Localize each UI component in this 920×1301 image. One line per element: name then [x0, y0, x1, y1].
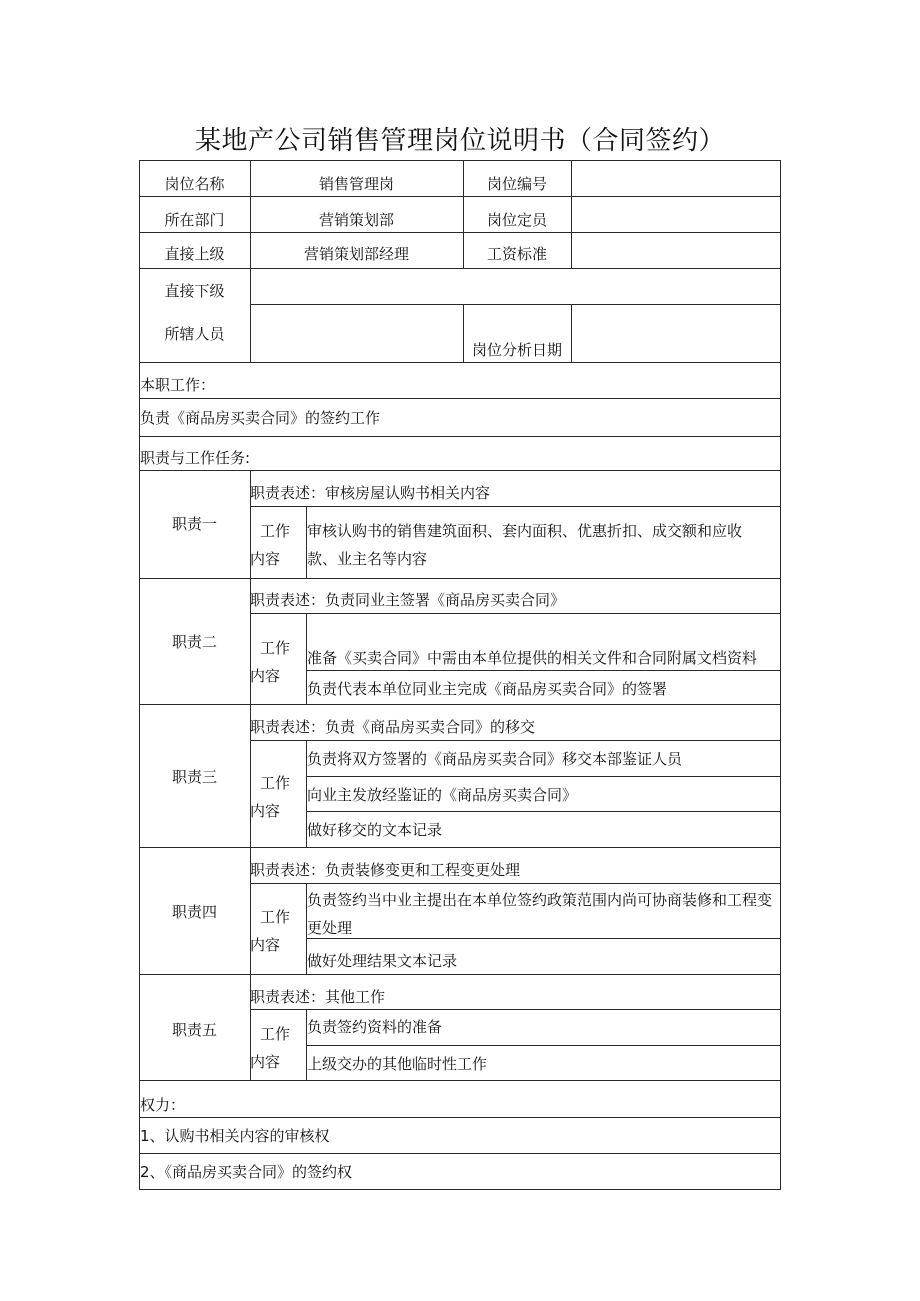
department-label: 所在部门: [164, 211, 225, 229]
authority-label: 权力：: [140, 1096, 186, 1114]
work-content-label-5b: 内容: [250, 1053, 281, 1071]
duty-3-name: 职责三: [171, 768, 217, 786]
position-name-label: 岗位名称: [164, 175, 225, 193]
work-content-label-2a: 工作: [260, 639, 291, 657]
rule: [306, 1045, 781, 1046]
duty-5-item-2: 上级交办的其他临时性工作: [307, 1055, 488, 1073]
duty-5-item-1: 负责签约资料的准备: [307, 1018, 443, 1036]
rule: [571, 160, 572, 268]
staff-label: 所辖人员: [164, 325, 225, 343]
rule: [139, 160, 781, 161]
job-description-table: [139, 160, 781, 1190]
rule: [139, 1153, 781, 1154]
duty-3-item-3: 做好移交的文本记录: [307, 821, 443, 839]
salary-label: 工资标准: [486, 245, 547, 263]
duty-3-item-1: 负责将双方签署的《商品房买卖合同》移交本部鉴证人员: [307, 750, 683, 768]
duty-3-item-2: 向业主发放经鉴证的《商品房买卖合同》: [307, 786, 578, 804]
duty-5-name: 职责五: [171, 1021, 217, 1039]
duty-4-desc: 职责表述：负责装修变更和工程变更处理: [250, 861, 521, 879]
rule: [139, 398, 781, 399]
duty-2-name: 职责二: [171, 633, 217, 651]
duty-2-item-1: 准备《买卖合同》中需由本单位提供的相关文件和合同附属文档资料: [307, 649, 758, 667]
analysis-date-label: 岗位分析日期: [471, 341, 562, 359]
rule: [250, 304, 781, 305]
main-work-label: 本职工作：: [140, 376, 216, 394]
authority-item-1: 1、认购书相关内容的审核权: [140, 1127, 330, 1145]
duty-4-name: 职责四: [171, 903, 217, 921]
headcount-label: 岗位定员: [486, 211, 547, 229]
rule: [139, 1117, 781, 1118]
rule: [780, 160, 781, 1190]
rule: [139, 1080, 781, 1081]
rule: [139, 974, 781, 975]
work-content-label-1b: 内容: [250, 550, 281, 568]
duties-label: 职责与工作任务:: [140, 449, 251, 467]
rule: [571, 304, 572, 362]
work-content-label-3a: 工作: [260, 774, 291, 792]
document-title: 某地产公司销售管理岗位说明书（合同签约）: [194, 126, 725, 156]
duty-4-item-2: 做好处理结果文本记录: [307, 952, 458, 970]
duty-5-desc: 职责表述：其他工作: [250, 988, 386, 1006]
authority-item-2: 2、《商品房买卖合同》的签约权: [140, 1163, 353, 1181]
main-work-text: 负责《商品房买卖合同》的签约工作: [140, 409, 381, 427]
superior-label: 直接上级: [164, 245, 225, 263]
work-content-label-3b: 内容: [250, 802, 281, 820]
duty-3-desc: 职责表述：负责《商品房买卖合同》的移交: [250, 718, 536, 736]
rule: [139, 578, 781, 579]
rule: [306, 811, 781, 812]
work-content-label-2b: 内容: [250, 667, 281, 685]
duty-4-item-1: 负责签约当中业主提出在本单位签约政策范围内尚可协商装修和工程变更处理: [307, 891, 773, 937]
rule: [306, 776, 781, 777]
work-content-label-4a: 工作: [260, 908, 291, 926]
superior-value: 营销策划部经理: [303, 245, 409, 263]
rule: [139, 436, 781, 437]
rule: [139, 362, 781, 363]
duty-1-item-1: 审核认购书的销售建筑面积、套内面积、优惠折扣、成交额和应收款、业主名等内容: [307, 522, 743, 568]
work-content-label-4b: 内容: [250, 936, 281, 954]
duty-2-desc: 职责表述：负责同业主签署《商品房买卖合同》: [250, 591, 566, 609]
position-number-label: 岗位编号: [486, 175, 547, 193]
duty-2-item-2: 负责代表本单位同业主完成《商品房买卖合同》的签署: [307, 680, 668, 698]
department-value: 营销策划部: [318, 211, 394, 229]
duty-1-desc: 职责表述：审核房屋认购书相关内容: [250, 484, 491, 502]
rule: [139, 704, 781, 705]
rule: [139, 268, 781, 269]
rule: [139, 847, 781, 848]
duty-1-name: 职责一: [171, 515, 217, 533]
work-content-label-1a: 工作: [260, 522, 291, 540]
work-content-label-5a: 工作: [260, 1025, 291, 1043]
position-name-value: 销售管理岗: [318, 175, 394, 193]
rule: [139, 1189, 781, 1190]
subordinate-label: 直接下级: [164, 282, 225, 300]
